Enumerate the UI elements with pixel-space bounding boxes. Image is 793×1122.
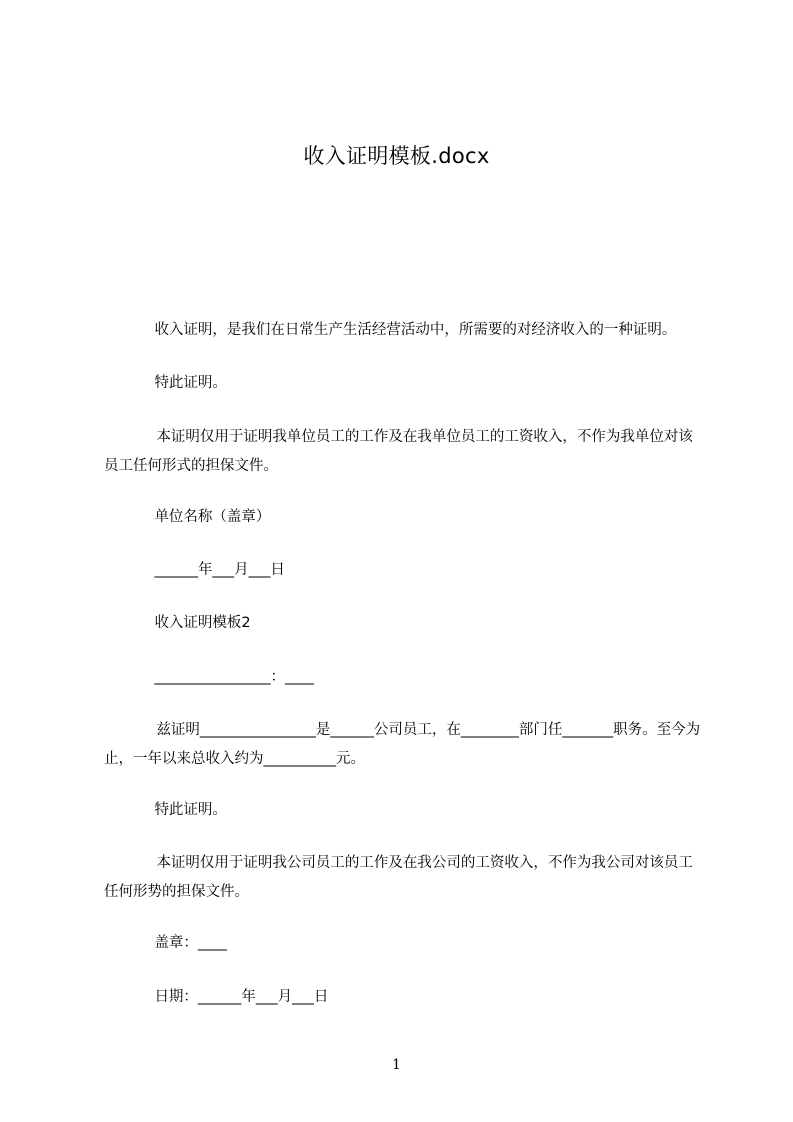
paragraph-certify-text: 兹证明________________是______公司员工，在________部门任_______职务。至今为止，一年以来总收入约为__________元。 [104, 722, 701, 767]
paragraph-unit-name-text: 单位名称（盖章） [154, 509, 271, 525]
paragraph-purpose-1-text: 本证明仅用于证明我单位员工的工作及在我单位员工的工资收入，不作为我单位对该员工任何形式的担保文件。 [104, 429, 693, 474]
paragraph-date-1-text: ______年___月___日 [154, 562, 285, 578]
paragraph-special-1-text: 特此证明。 [154, 375, 227, 391]
document-title: 收入证明模板.docx [303, 144, 490, 168]
paragraph-intro-text: 收入证明，是我们在日常生产生活经营活动中，所需要的对经济收入的一种证明。 [154, 322, 677, 338]
paragraph-special-2-text: 特此证明。 [154, 802, 227, 818]
paragraph-purpose-2-text: 本证明仅用于证明我公司员工的工作及在我公司的工资收入，不作为我公司对该员工任何形势的担保文件。 [104, 855, 693, 900]
paragraph-date-2 [104, 954, 704, 1041]
paragraph-date-2-text: 日期：______年___月___日 [154, 989, 329, 1005]
paragraph-seal-text: 盖章：____ [154, 935, 227, 951]
page-number: 1 [392, 1057, 401, 1073]
paragraph-blank-line-text: ________________：____ [154, 669, 314, 685]
paragraph-template-2-heading-text: 收入证明模板2 [154, 615, 251, 631]
